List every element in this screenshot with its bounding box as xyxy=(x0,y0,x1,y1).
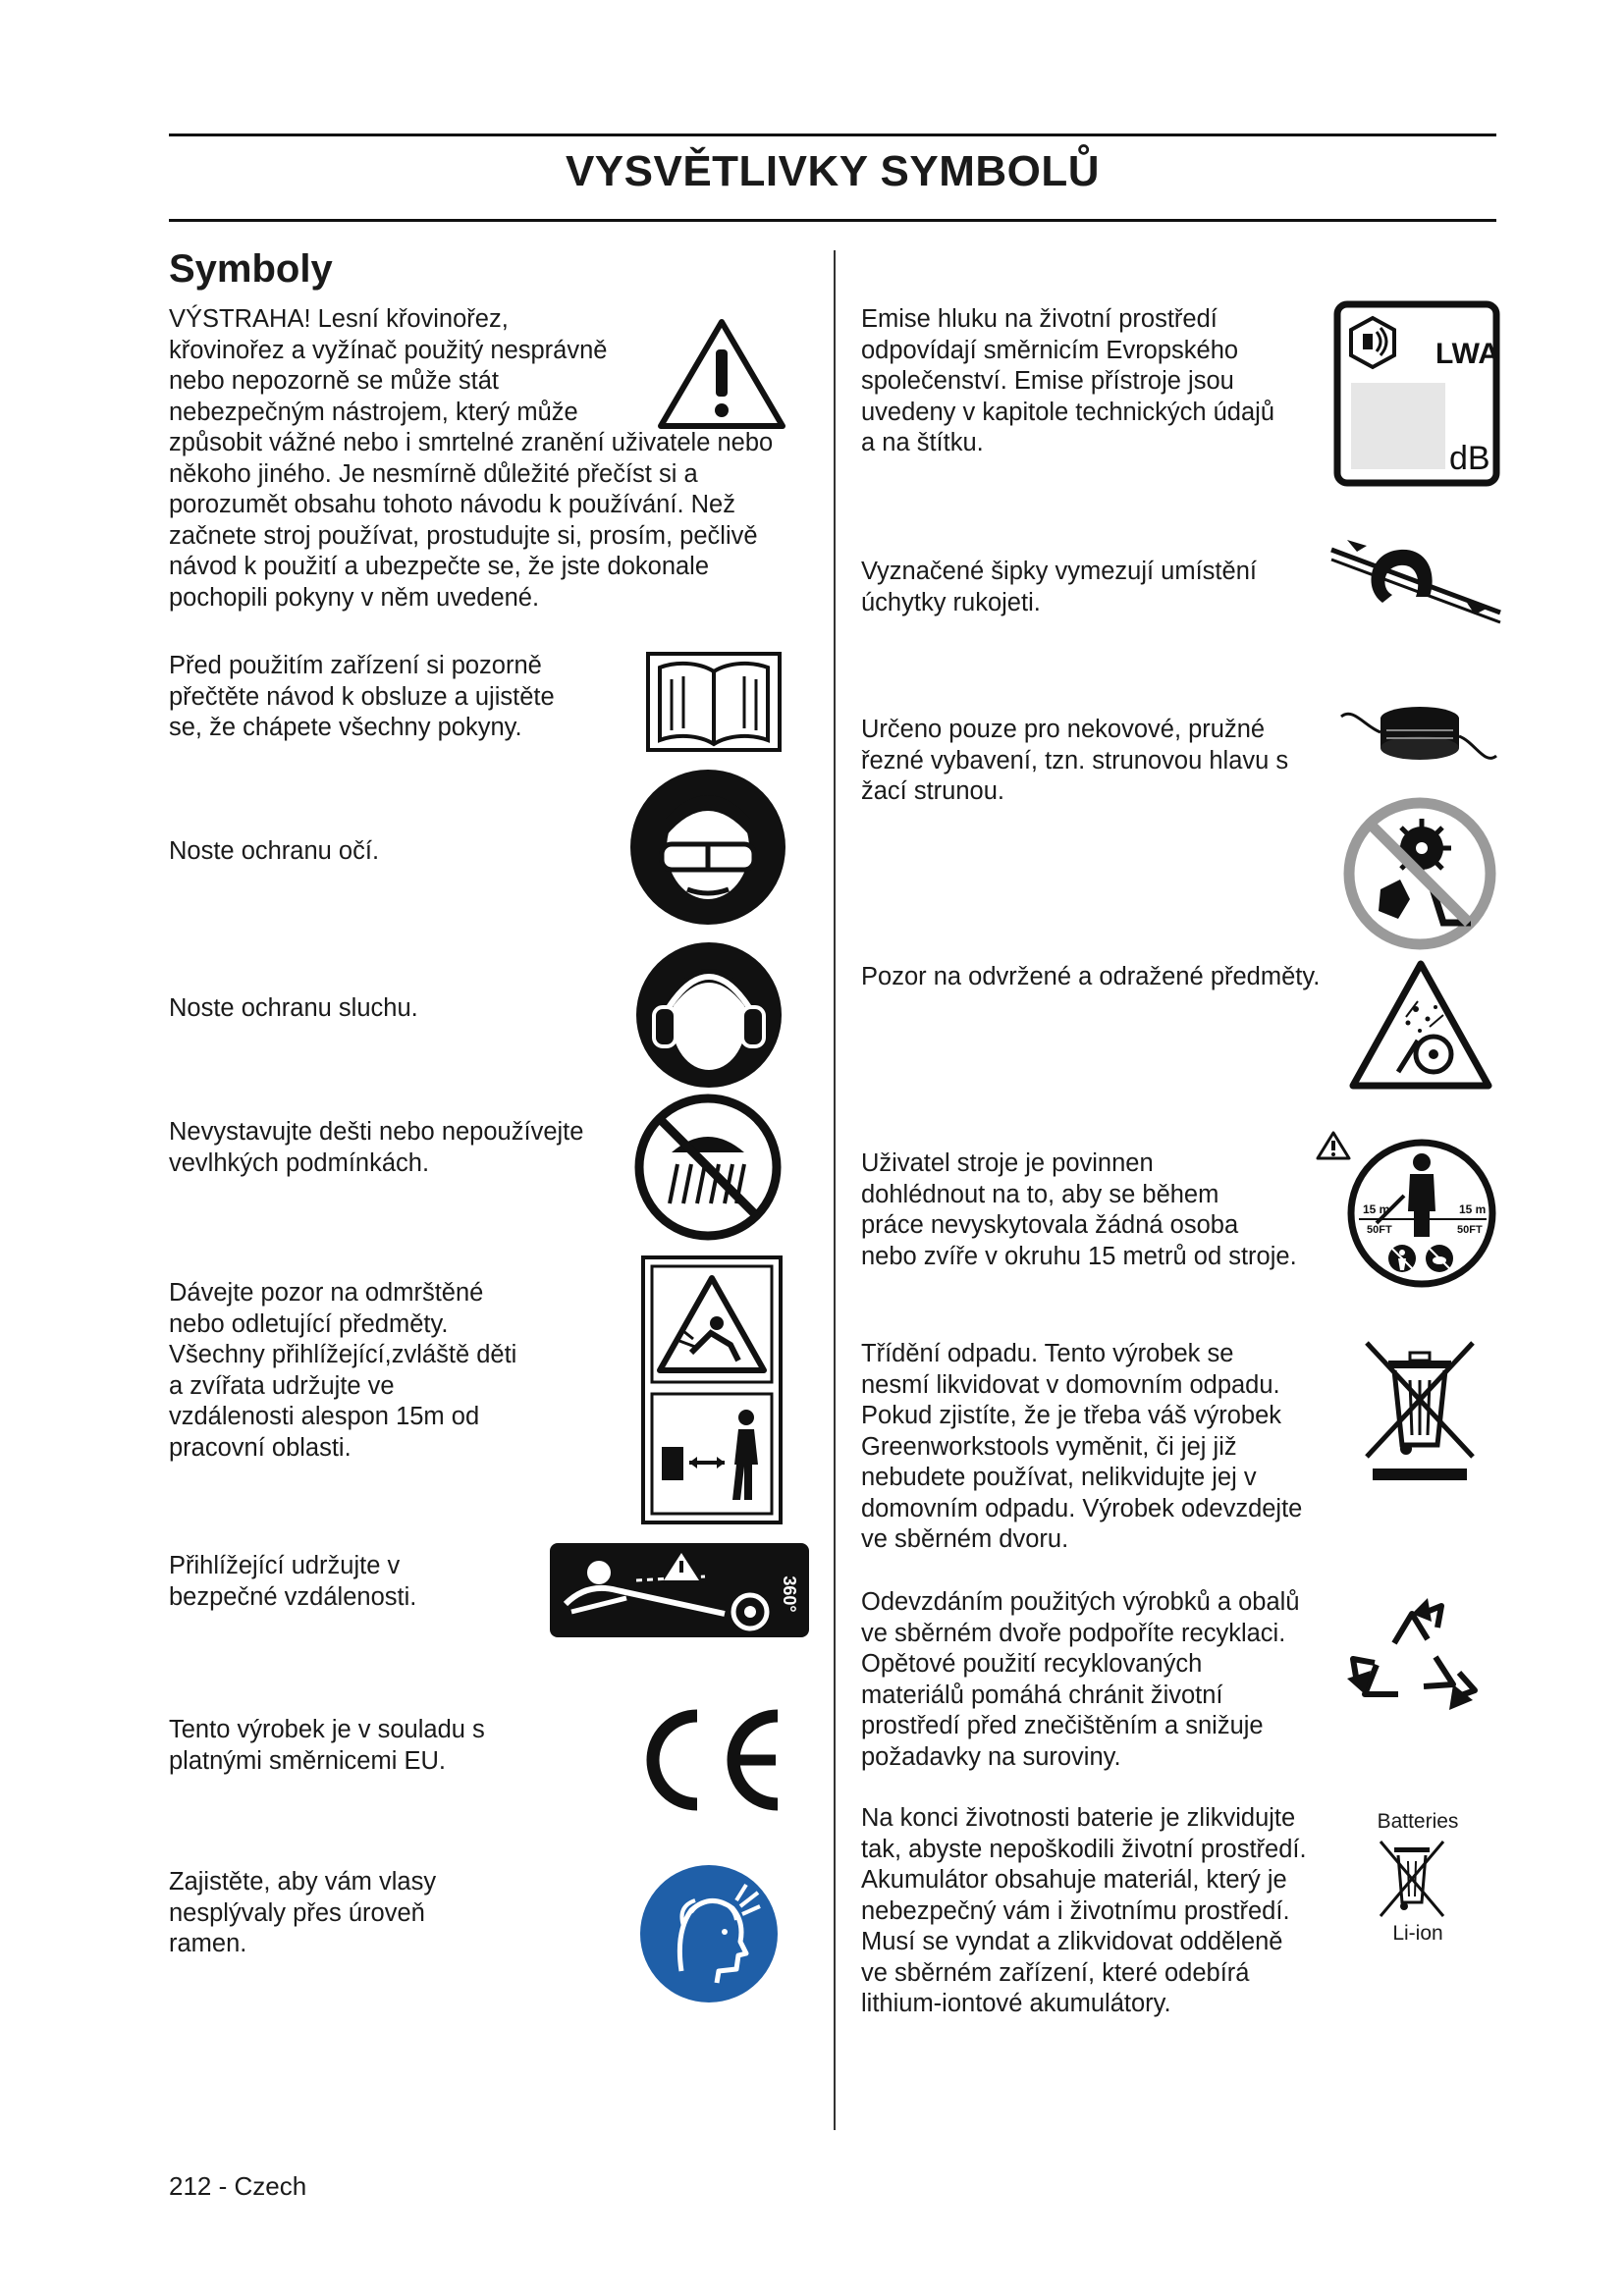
distance-15m-text: Uživatel stroje je povinnen dohlédnout na to, aby se během práce nevyskytovala žádná osoba nebo zvíře v okruhu 15 metrů od stroje. xyxy=(861,1149,1297,1270)
crossed-bin-icon xyxy=(1359,1337,1481,1484)
hearing-protection-icon xyxy=(634,940,784,1090)
tie-up-hair-icon xyxy=(638,1863,780,2004)
hair-length-text: Zajistěte, aby vám vlasy nesplývaly přes úroveň ramen. xyxy=(169,1868,437,1957)
battery-label-top: Batteries xyxy=(1377,1810,1459,1833)
recycling-icon xyxy=(1343,1592,1483,1728)
battery-bin-icon xyxy=(1375,1838,1449,1924)
bystanders-angle-label: 360° xyxy=(780,1575,799,1613)
no-metal-blade-icon xyxy=(1341,795,1498,952)
warning-text-top: VÝSTRAHA! Lesní křovinořez, křovinořez a vyžínač použitý nesprávně nebo nepozorně se může stát nebezpečným nástrojem, který může xyxy=(169,305,608,426)
keep-15m-distance-icon xyxy=(1314,1129,1502,1292)
trimmer-line-head-icon xyxy=(1337,697,1500,775)
distance-left-ft-label: 50FT xyxy=(1367,1224,1392,1236)
distance-left-m-label: 15 m xyxy=(1363,1202,1390,1216)
ricochet-warning-text: Pozor na odvržené a odražené předměty. xyxy=(861,963,1321,990)
ce-mark-icon xyxy=(630,1706,787,1814)
distance-right-ft-label: 50FT xyxy=(1457,1224,1483,1236)
thrown-objects-text: Dávejte pozor na odmrštěné nebo odletující předměty. Všechny přihlížející,zvláště děti a zvířata udržujte ve vzdálenosti alespon 15m od pracovní oblasti. xyxy=(169,1279,517,1462)
header-rule-bottom xyxy=(169,219,1496,222)
distance-right-m-label: 15 m xyxy=(1459,1202,1487,1216)
waste-sorting-text: Třídění odpadu. Tento výrobek se nesmí likvidovat v domovním odpadu. Pokud zjistíte, že je třeba váš výrobek Greenworkstools vyměnit, či jej již nebudete používat, nelikvidujte jej v domovním odpadu. Výrobek odevzdejte ve sběrném dvoru. xyxy=(861,1340,1303,1553)
ce-conformity-text: Tento výrobek je v souladu s platnými směrnicemi EU. xyxy=(169,1716,485,1775)
eye-protection-text: Noste ochranu očí. xyxy=(169,837,380,865)
header-rule-top xyxy=(169,133,1496,136)
handle-position-text: Vyznačené šipky vymezují umístění úchytky rukojeti. xyxy=(861,558,1257,616)
column-divider xyxy=(834,250,836,2130)
open-book-icon xyxy=(644,650,784,754)
no-rain-icon xyxy=(634,1094,782,1241)
recycling-text: Odevzdáním použitých výrobků a obalů ve sběrném dvoře podpoříte recyklaci. Opětové použití recyklovaných materiálů pomáhá chránit životní prostředí před znečištěním a snižuje požadavky na suroviny. xyxy=(861,1588,1300,1771)
hearing-protection-text: Noste ochranu sluchu. xyxy=(169,994,418,1022)
warning-text-rest: způsobit vážné nebo i smrtelné zranění uživatele nebo někoho jiného. Je nesmírně důležité přečíst si a porozumět obsahu tohoto návodu k používání. Než začnete stroj používat, prostudujte si, prosím, pečlivě návod k použití a ubezpečte se, že jste dokonale pochopili pokyny v něm uvedené. xyxy=(169,429,774,612)
page-footer: 212 - Czech xyxy=(169,2171,307,2201)
section-title: Symboly xyxy=(169,247,333,291)
line-head-only-text: Určeno pouze pro nekovové, pružné řezné vybavení, tzn. strunovou hlavu s žací strunou. xyxy=(861,716,1289,805)
read-manual-text: Před použitím zařízení si pozorně přečtěte návod k obsluze a ujistěte se, že chápete všechny pokyny. xyxy=(169,652,555,741)
page-title: VYSVĚTLIVKY SYMBOLŮ xyxy=(565,147,1101,195)
noise-lwa-label: LWA xyxy=(1435,338,1499,370)
noise-db-label: dB xyxy=(1449,440,1490,477)
ricochet-warning-icon xyxy=(1347,958,1494,1092)
noise-emission-text: Emise hluku na životní prostředí odpovídají směrnicím Evropského společenství. Emise přístroje jsou uvedeny v kapitole technických údajů a na štítku. xyxy=(861,305,1275,456)
bystanders-text: Přihlížející udržujte v bezpečné vzdálenosti. xyxy=(169,1552,417,1611)
battery-disposal-text: Na konci životnosti baterie je zlikvidujte tak, abyste nepoškodili životní prostředí. Akumulátor obsahuje materiál, který je nebezpečný vám i životnímu prostředí. Musí se vyndat a zlikvidovat odděleně ve sběrném zařízení, které odebírá lithium-iontové akumulátory. xyxy=(861,1804,1307,2017)
no-rain-text: Nevystavujte dešti nebo nepoužívejte vevlhkých podmínkách. xyxy=(169,1118,584,1177)
thrown-objects-distance-icon xyxy=(640,1255,784,1525)
eye-protection-icon xyxy=(628,768,787,927)
noise-level-icon xyxy=(1333,300,1500,487)
warning-triangle-icon xyxy=(656,316,787,432)
handle-position-arrows-icon xyxy=(1327,532,1504,630)
bystanders-safe-distance-icon xyxy=(548,1541,811,1639)
battery-label-bottom: Li-ion xyxy=(1392,1922,1443,1945)
